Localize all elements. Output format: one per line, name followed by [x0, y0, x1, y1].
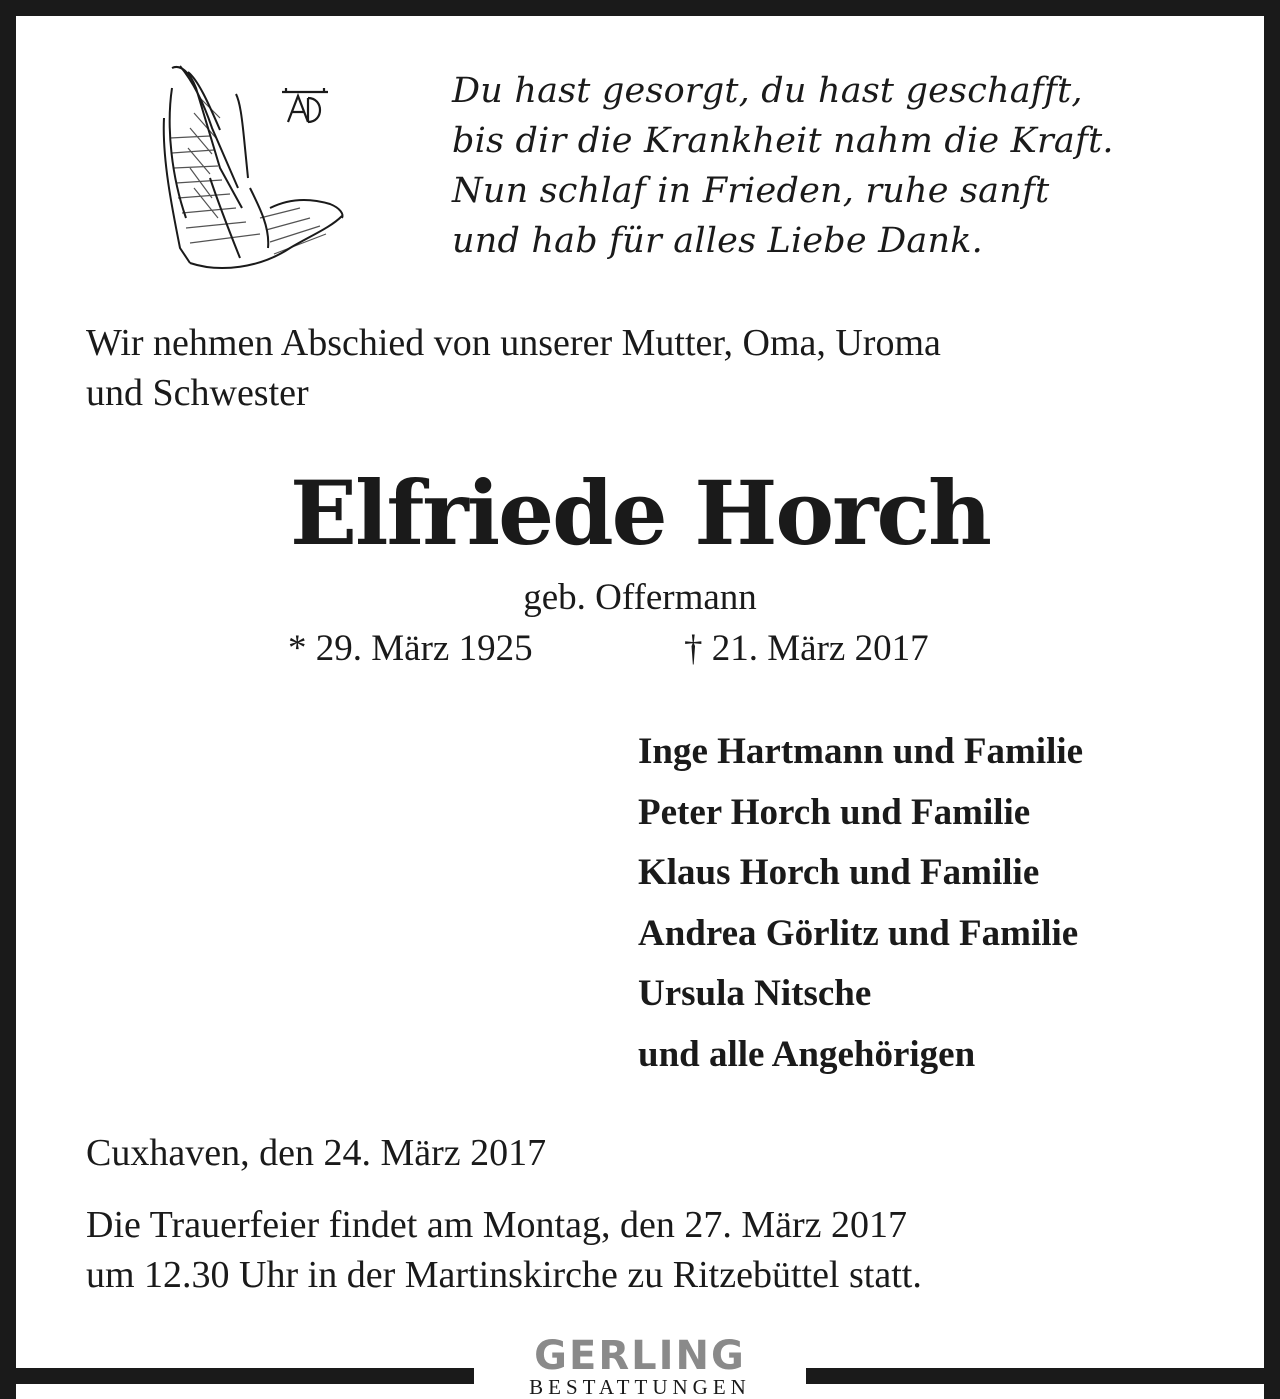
- service-line: Die Trauerfeier findet am Montag, den 27. März 2017: [86, 1204, 908, 1246]
- mourner-entry: Andrea Görlitz und Familie: [638, 912, 1079, 954]
- service-line: um 12.30 Uhr in der Martinskirche zu Ritzebüttel statt.: [86, 1254, 922, 1296]
- birth-name: geb. Offermann: [523, 577, 757, 618]
- mourner-entry: Inge Hartmann und Familie: [638, 731, 1084, 772]
- poem-line: bis dir die Krankheit nahm die Kraft.: [452, 121, 1114, 161]
- poem-line: und hab für alles Liebe Dank.: [452, 221, 983, 261]
- poem-line: Du hast gesorgt, du hast geschafft,: [452, 71, 1083, 111]
- death-date: † 21. März 2017: [684, 628, 929, 669]
- duerer-monogram-icon: [278, 86, 332, 126]
- service-notice: [86, 1200, 922, 1300]
- logo-subtitle: BESTATTUNGEN: [529, 1375, 751, 1399]
- frame-border-left: [0, 0, 16, 1399]
- intro-line: Wir nehmen Abschied von unserer Mutter, Oma, Uroma: [86, 322, 941, 364]
- deceased-name: Elfriede Horch: [289, 461, 991, 565]
- funeral-home-logo: [490, 1333, 790, 1399]
- frame-border-bottom-left: [0, 1368, 474, 1384]
- poem: [452, 66, 1114, 266]
- birth-date: * 29. März 1925: [288, 628, 533, 669]
- mourner-entry: Ursula Nitsche: [638, 973, 872, 1014]
- mourner-entry: Peter Horch und Familie: [638, 791, 1031, 833]
- mourner-entry: Klaus Horch und Familie: [638, 852, 1040, 893]
- frame-border-bottom-right: [806, 1368, 1280, 1384]
- frame-border-right: [1264, 0, 1280, 1399]
- intro-line: und Schwester: [86, 372, 309, 414]
- logo-name: GERLING: [534, 1333, 746, 1379]
- place-and-date: Cuxhaven, den 24. März 2017: [86, 1132, 547, 1174]
- poem-line: Nun schlaf in Frieden, ruhe sanft: [452, 171, 1050, 211]
- mourner-entry: und alle Angehörigen: [638, 1033, 976, 1075]
- frame-border-top: [0, 0, 1280, 16]
- mourners-list: [638, 722, 1083, 1085]
- intro-text: [86, 318, 1196, 418]
